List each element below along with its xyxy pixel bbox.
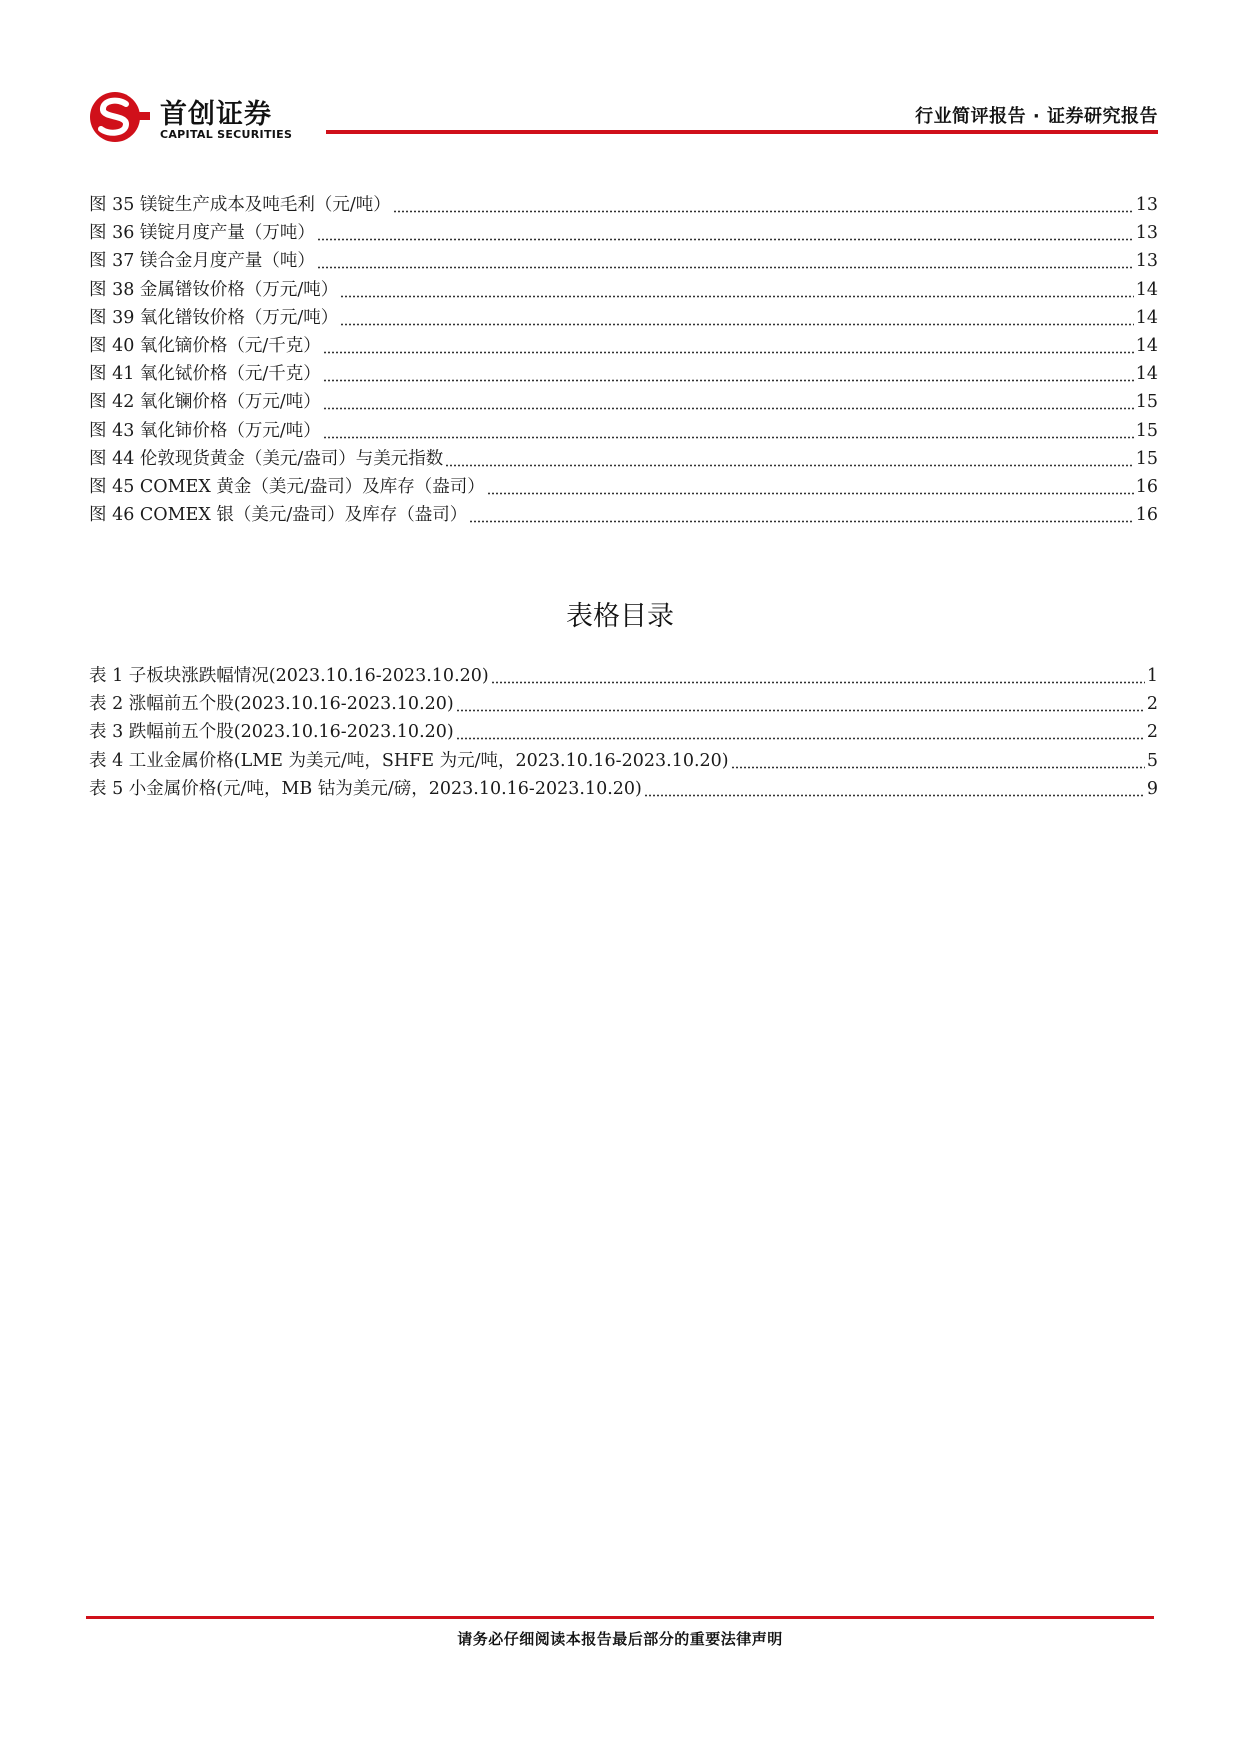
toc-entry-page-number[interactable]: 5 (1146, 750, 1158, 771)
toc-entry-label[interactable]: 图 46 COMEX 银（美元/盎司）及库存（盎司） (89, 505, 468, 526)
toc-entry-label[interactable]: 表 1 子板块涨跌幅情况(2023.10.16-2023.10.20) (89, 666, 489, 686)
toc-entry[interactable] (89, 219, 1158, 247)
toc-entry-label[interactable]: 图 37 镁合金月度产量（吨） (89, 251, 315, 272)
toc-entry[interactable] (89, 775, 1158, 803)
toc-entry-page-number[interactable]: 15 (1135, 448, 1158, 469)
toc-entry-label[interactable]: 表 2 涨幅前五个股(2023.10.16-2023.10.20) (89, 694, 454, 715)
toc-dot-leader (323, 392, 1134, 412)
toc-entry[interactable] (89, 247, 1158, 275)
toc-dot-leader (317, 251, 1134, 271)
toc-entry-label[interactable]: 图 45 COMEX 黄金（美元/盎司）及库存（盎司） (89, 476, 485, 497)
figure-toc-list (89, 191, 1158, 529)
toc-entry[interactable] (89, 388, 1158, 416)
toc-entry-label[interactable]: 图 39 氧化镨钕价格（万元/吨） (89, 307, 339, 328)
toc-dot-leader (323, 421, 1134, 441)
toc-entry-page-number[interactable]: 14 (1135, 364, 1158, 385)
toc-entry[interactable] (89, 718, 1158, 746)
toc-entry[interactable] (89, 276, 1158, 304)
toc-entry-label[interactable]: 图 41 氧化铽价格（元/千克） (89, 364, 321, 385)
toc-entry[interactable] (89, 473, 1158, 501)
toc-dot-leader (644, 779, 1145, 799)
toc-entry-page-number[interactable]: 2 (1146, 722, 1158, 743)
logo-english-name: CAPITAL SECURITIES (160, 128, 293, 141)
toc-entry[interactable] (89, 332, 1158, 360)
table-toc-list (89, 662, 1158, 803)
toc-entry-label[interactable]: 图 40 氧化镝价格（元/千克） (89, 335, 321, 356)
toc-entry-page-number[interactable]: 14 (1135, 307, 1158, 328)
toc-entry-page-number[interactable]: 15 (1135, 420, 1158, 441)
toc-entry-page-number[interactable]: 16 (1135, 505, 1158, 526)
toc-dot-leader (469, 505, 1133, 525)
toc-entry-page-number[interactable]: 14 (1135, 335, 1158, 356)
toc-dot-leader (393, 195, 1134, 215)
toc-entry-page-number[interactable]: 13 (1135, 223, 1158, 244)
toc-entry-label[interactable]: 表 4 工业金属价格(LME 为美元/吨，SHFE 为元/吨，2023.10.16-2023.10.20) (89, 750, 729, 771)
capital-securities-logo-icon (88, 90, 152, 144)
toc-entry-label[interactable]: 图 42 氧化镧价格（万元/吨） (89, 392, 321, 413)
toc-entry[interactable] (89, 304, 1158, 332)
toc-dot-leader (491, 666, 1145, 686)
toc-entry-page-number[interactable]: 13 (1135, 195, 1158, 215)
toc-dot-leader (456, 722, 1145, 742)
toc-entry[interactable] (89, 747, 1158, 775)
toc-entry[interactable] (89, 445, 1158, 473)
report-type-label: 行业简评报告 · 证券研究报告 (915, 106, 1158, 127)
toc-entry-page-number[interactable]: 15 (1135, 392, 1158, 413)
toc-entry-page-number[interactable]: 14 (1135, 279, 1158, 300)
toc-entry-page-number[interactable]: 9 (1146, 778, 1158, 799)
toc-entry-label[interactable]: 图 36 镁锭月度产量（万吨） (89, 223, 315, 244)
page-header (88, 88, 1158, 148)
toc-dot-leader (323, 364, 1134, 384)
company-logo (88, 88, 348, 146)
toc-dot-leader (487, 477, 1134, 497)
toc-entry-label[interactable]: 图 43 氧化铈价格（万元/吨） (89, 420, 321, 441)
toc-entry[interactable] (89, 501, 1158, 529)
toc-dot-leader (317, 223, 1134, 243)
header-divider (326, 130, 1158, 134)
toc-dot-leader (456, 694, 1145, 714)
footer-disclaimer: 请务必仔细阅读本报告最后部分的重要法律声明 (457, 1630, 783, 1648)
toc-entry-label[interactable]: 图 35 镁锭生产成本及吨毛利（元/吨） (89, 195, 391, 215)
toc-entry-page-number[interactable]: 1 (1146, 666, 1158, 686)
toc-entry-label[interactable]: 表 5 小金属价格(元/吨，MB 钴为美元/磅，2023.10.16-2023.10.20) (89, 778, 642, 799)
toc-entry-label[interactable]: 图 44 伦敦现货黄金（美元/盎司）与美元指数 (89, 448, 444, 469)
footer-divider (86, 1616, 1154, 1619)
toc-dot-leader (323, 336, 1134, 356)
toc-dot-leader (340, 280, 1133, 300)
toc-entry[interactable] (89, 662, 1158, 690)
toc-entry-label[interactable]: 图 38 金属镨钕价格（万元/吨） (89, 279, 339, 300)
toc-entry-page-number[interactable]: 16 (1135, 476, 1158, 497)
toc-entry[interactable] (89, 690, 1158, 718)
toc-dot-leader (340, 308, 1133, 328)
toc-entry[interactable] (89, 417, 1158, 445)
toc-entry[interactable] (89, 191, 1158, 219)
toc-dot-leader (445, 449, 1133, 469)
toc-entry-page-number[interactable]: 2 (1146, 694, 1158, 715)
logo-chinese-name: 首创证券 (160, 99, 272, 130)
toc-entry-page-number[interactable]: 13 (1135, 251, 1158, 272)
toc-entry[interactable] (89, 360, 1158, 388)
toc-dot-leader (731, 751, 1145, 771)
table-toc-title: 表格目录 (566, 601, 674, 632)
toc-entry-label[interactable]: 表 3 跌幅前五个股(2023.10.16-2023.10.20) (89, 722, 454, 743)
